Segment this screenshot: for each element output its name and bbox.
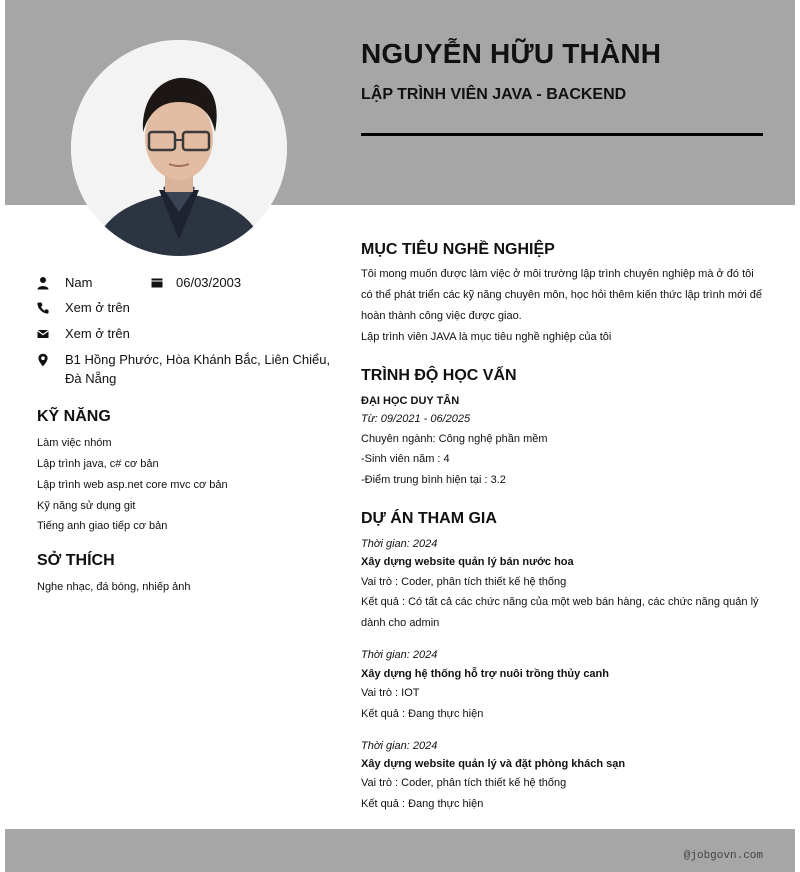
education-major: Chuyên ngành: Công nghệ phần mềm bbox=[361, 433, 548, 445]
address-line-1: B1 Hồng Phước, Hòa Khánh Bắc, Liên Chiểu, bbox=[65, 352, 331, 367]
objective-title: MỤC TIÊU NGHỀ NGHIỆP bbox=[361, 241, 555, 258]
project-name: Xây dựng website quản lý và đặt phòng khách sạn bbox=[361, 758, 626, 770]
projects-title: DỰ ÁN THAM GIA bbox=[361, 510, 497, 527]
project-result: Kết quả : Có tất cả các chức năng của một web bán hàng, các chức năng quản lý dành cho admin bbox=[361, 596, 759, 629]
full-name: NGUYỄN HỮU THÀNH bbox=[361, 38, 662, 69]
skill-item: Lập trình java, c# cơ bản bbox=[37, 458, 159, 470]
project-role: Vai trò : Coder, phân tích thiết kế hệ thống bbox=[361, 777, 567, 789]
project-time: Thời gian: 2024 bbox=[361, 649, 438, 661]
project-name: Xây dựng website quản lý bán nước hoa bbox=[361, 556, 574, 568]
skills-title: KỸ NĂNG bbox=[37, 408, 111, 425]
objective-paragraph: Tôi mong muốn được làm việc ở môi trường lập trình chuyên nghiệp mà ở đó tôi có thể phát triển các kỹ năng chuyên môn, học hỏi thêm kiến thức lập trình mới để hoàn thành công việc được giao. bbox=[361, 268, 763, 322]
birthdate: 06/03/2003 bbox=[176, 275, 242, 290]
phone-icon bbox=[36, 301, 50, 315]
footer-watermark: @jobgovn.com bbox=[683, 850, 763, 862]
portrait-illustration bbox=[71, 40, 287, 256]
education-year: -Sinh viên năm : 4 bbox=[361, 453, 450, 465]
calendar-icon bbox=[150, 276, 164, 290]
mail-icon bbox=[36, 327, 50, 341]
project-time: Thời gian: 2024 bbox=[361, 740, 438, 752]
project-role: Vai trò : Coder, phân tích thiết kế hệ thống bbox=[361, 576, 567, 588]
footer-band bbox=[5, 829, 795, 872]
project-result: Kết quả : Đang thực hiện bbox=[361, 798, 484, 810]
email: Xem ở trên bbox=[65, 326, 130, 341]
gender: Nam bbox=[65, 275, 93, 290]
skill-item: Làm việc nhóm bbox=[37, 437, 112, 449]
user-icon bbox=[36, 276, 50, 290]
project-name: Xây dựng hệ thống hỗ trợ nuôi trồng thủy canh bbox=[361, 668, 609, 680]
title-divider bbox=[361, 133, 763, 136]
education-title: TRÌNH ĐỘ HỌC VẤN bbox=[361, 367, 517, 384]
project-result: Kết quả : Đang thực hiện bbox=[361, 708, 484, 720]
skill-item: Tiếng anh giao tiếp cơ bản bbox=[37, 520, 168, 532]
skill-item: Kỹ năng sử dụng git bbox=[37, 500, 136, 512]
project-time: Thời gian: 2024 bbox=[361, 538, 438, 550]
skill-item: Lập trình web asp.net core mvc cơ bản bbox=[37, 479, 228, 491]
job-title: LẬP TRÌNH VIÊN JAVA - BACKEND bbox=[361, 86, 627, 103]
hobbies-text: Nghe nhạc, đá bóng, nhiếp ảnh bbox=[37, 581, 191, 593]
school-name: ĐẠI HỌC DUY TÂN bbox=[361, 395, 460, 407]
hobbies-title: SỞ THÍCH bbox=[37, 552, 115, 569]
education-gpa: -Điểm trung bình hiện tại : 3.2 bbox=[361, 474, 506, 486]
objective-goal: Lập trình viên JAVA là mục tiêu nghề nghiệp của tôi bbox=[361, 331, 612, 343]
address-line-2: Đà Nẵng bbox=[65, 371, 117, 386]
phone: Xem ở trên bbox=[65, 300, 130, 315]
location-pin-icon bbox=[36, 353, 50, 367]
project-role: Vai trò : IOT bbox=[361, 687, 420, 699]
education-period: Từ: 09/2021 - 06/2025 bbox=[361, 413, 471, 425]
profile-photo bbox=[71, 40, 287, 256]
